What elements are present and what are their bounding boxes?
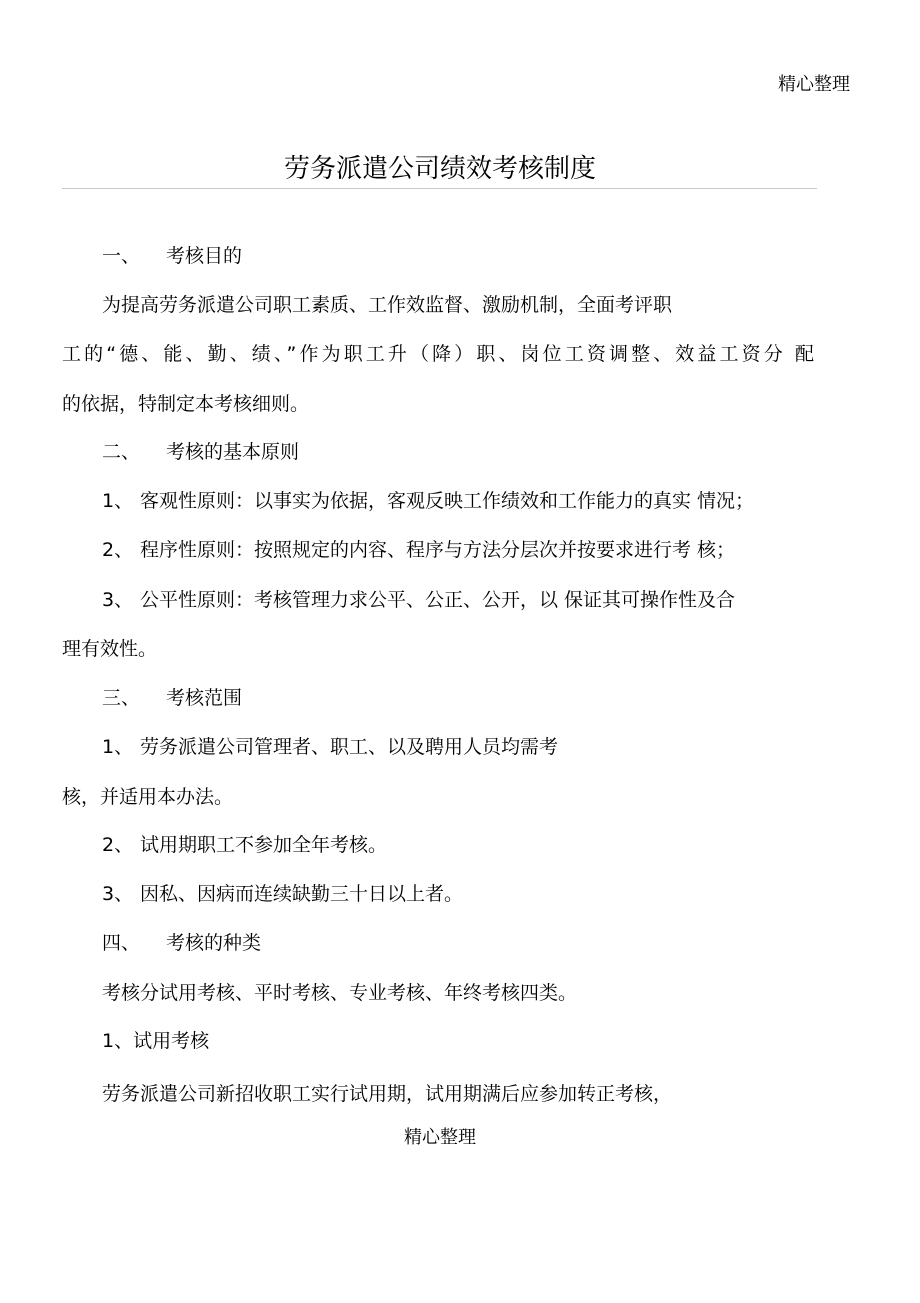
list-item	[102, 588, 735, 612]
paragraph-line: 劳务派遣公司新招收职工实行试用期，试用期满后应参加转正考核，	[102, 1083, 673, 1105]
item-number: 2、	[102, 834, 134, 856]
paragraph-line: 的依据，特制定本考核细则。	[62, 393, 310, 415]
list-item-continuation: 理有效性。	[62, 638, 158, 660]
item-number: 3、	[102, 883, 134, 905]
section-number: 四、	[102, 932, 141, 954]
header-label: 精心整理	[778, 74, 850, 95]
list-item	[102, 489, 754, 513]
item-text: 程序性原则：按照规定的内容、程序与方法分层次并按要求进行考 核；	[140, 539, 736, 561]
section-number: 三、	[102, 687, 141, 709]
section-number: 二、	[102, 441, 141, 463]
item-text: 公平性原则：考核管理力求公平、公正、公开，以 保证其可操作性及合	[140, 589, 736, 611]
item-number: 1、	[102, 736, 134, 758]
paragraph-line: 工的“德、能、勤、绩、”作为职工升（降）职、岗位工资调整、效益工资分 配	[62, 343, 814, 365]
list-item	[102, 735, 558, 759]
list-item	[102, 833, 387, 857]
list-item	[102, 882, 463, 906]
item-text: 试用期职工不参加全年考核。	[140, 834, 388, 856]
item-text: 因私、因病而连续缺勤三十日以上者。	[140, 883, 464, 905]
section-heading-1	[102, 244, 242, 268]
section-title: 考核的基本原则	[166, 441, 300, 463]
footer-label: 精心整理	[404, 1127, 476, 1148]
section-title: 考核的种类	[166, 932, 262, 954]
section-heading-4	[102, 931, 261, 955]
item-number: 1、	[102, 490, 134, 512]
list-item	[102, 538, 735, 562]
list-item-continuation: 核，并适用本办法。	[62, 786, 234, 808]
title-underline	[62, 188, 817, 189]
paragraph-line: 为提高劳务派遣公司职工素质、工作效监督、激励机制，全面考评职	[102, 294, 673, 316]
item-number: 3、	[102, 589, 134, 611]
section-number: 一、	[102, 245, 141, 267]
item-text: 劳务派遣公司管理者、职工、以及聘用人员均需考	[140, 736, 559, 758]
section-title: 考核目的	[166, 245, 243, 267]
item-number: 2、	[102, 539, 134, 561]
document-title: 劳务派遣公司绩效考核制度	[283, 154, 596, 184]
section-title: 考核范围	[166, 687, 243, 709]
subsection-heading: 1、试用考核	[102, 1030, 210, 1052]
section-heading-3	[102, 686, 242, 710]
section-heading-2	[102, 440, 299, 464]
paragraph-line: 考核分试用考核、平时考核、专业考核、年终考核四类。	[102, 982, 578, 1004]
item-text: 客观性原则：以事实为依据，客观反映工作绩效和工作能力的真实 情况；	[140, 490, 755, 512]
